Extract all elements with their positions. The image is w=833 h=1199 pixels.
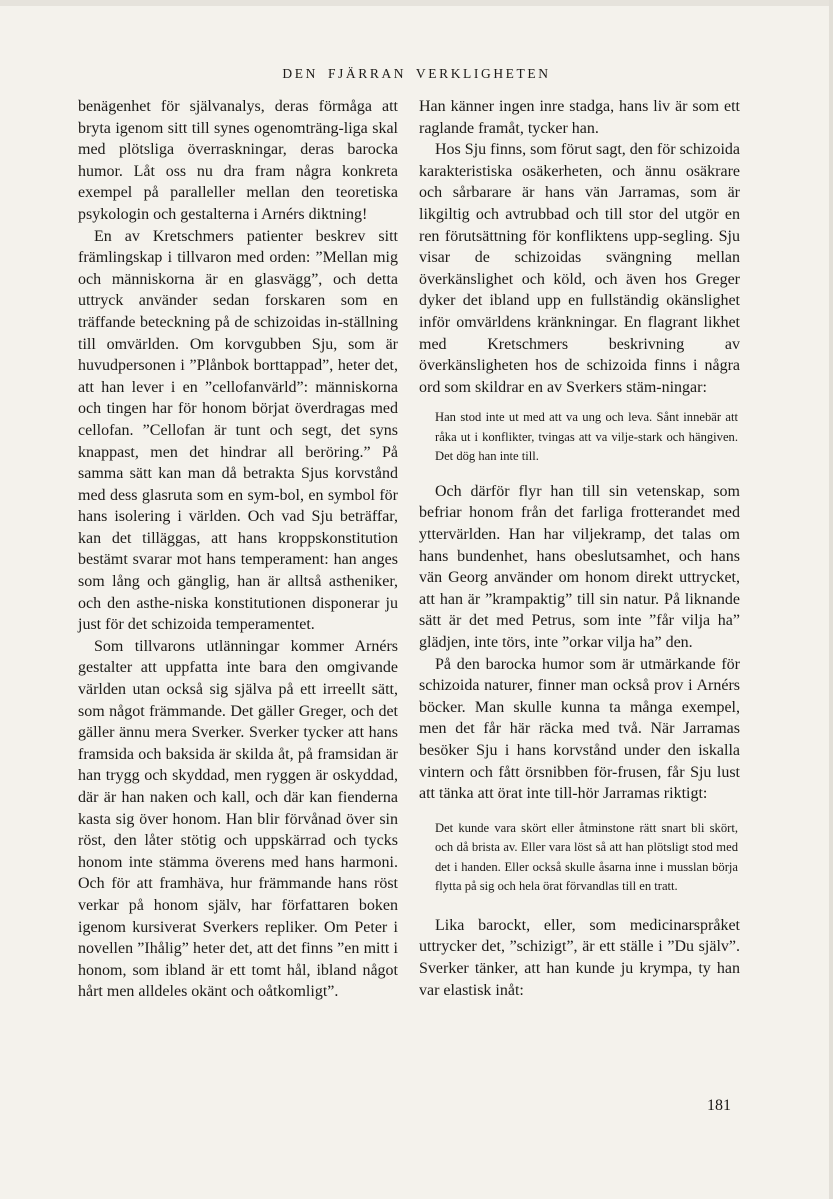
running-header: DEN FJÄRRAN VERKLIGHETEN — [282, 66, 551, 81]
block-quote: Han stod inte ut med att va ung och leva. Sånt innebär att råka ut i konflikter, tvingas att va vilje-stark och hängiven. Det dög han inte till. — [435, 410, 738, 464]
left-column — [78, 96, 398, 1003]
paragraph: Och därför flyr han till sin vetenskap, som befriar honom från det farliga frotterandet med yttervärlden. Han har viljekramp, det talas om hans bundenhet, hans obeslutsamhet, och hans vän Georg använder om honom direkt uttrycket, att han är ”krampaktig” till sin natur. På liknande sätt är det med Petrus, som inte ”får vilja ha” glädjen, inte törs, inte ”orkar vilja ha” den. — [419, 482, 740, 651]
paragraph: Han känner ingen inre stadga, hans liv är som ett raglande framåt, tycker han. — [419, 98, 740, 137]
block-quote: Det kunde vara skört eller åtminstone rätt snart bli skört, och då brista av. Eller vara löst så att han plötsligt stod med det i handen. Eller också skulle åsarna inne i musslan börja flytta på sig och hela örat förvandlas till en tratt. — [435, 820, 738, 894]
page-edge-right — [829, 0, 833, 1199]
paragraph: Hos Sju finns, som förut sagt, den för schizoida karakteristiska osäkerheten, och ännu osäkrare och sårbarare är hans vän Jarramas, som är likgiltig och avtrubbad och till stor del utgör en ren förutsättning för konfliktens upp-segling. Sju visar de schizoidas svängning mellan överkänslighet och köld, och även hos Greger dyker det ibland upp en fullständig okänslighet inför omvärldens kränkningar. En flagrant likhet med Kretschmers beskrivning av överkänsligheten hos de schizoida finns i några ord som skildrar en av Sverkers stäm-ningar: — [419, 141, 740, 396]
paragraph: Som tillvarons utlänningar kommer Arnérs gestalter att uppfatta inte bara den omgivande världen utan också sig själva på ett irreellt sätt, som något främmande. Det gäller Greger, och det gäller ännu mera Sverker. Sverker tycker att hans framsida och baksida är skilda åt, på framsidan är han trygg och skyddad, men ryggen är oskyddad, där är han naken och kall, och där kan fienderna kasta sig över honom. Han blir förvånad över sin röst, den låter stötig och uppskärrad och tycks honom inte stämma överens med hans harmoni. Och för att framhäva, hur främmande hans röst verkar på honom själv, har författaren boken igenom kursiverat Sverkers repliker. Om Peter i novellen ”Ihålig” heter det, att det finns ”en mitt i honom, som ibland är ett tomt hål, ibland något hårt men alldeles okänt och oåtkomligt”. — [78, 637, 398, 1001]
paragraph: En av Kretschmers patienter beskrev sitt främlingskap i tillvaron med orden: ”Mellan mig och människorna är en glasvägg”, och detta uttryck använder sedan forskaren som en träffande beteckning på de schizoidas in-ställning till omvärlden. Om korvgubben Sju, som är huvudpersonen i ”Plånbok borttappad”, heter det, att han lever i en ”cellofanvärld”: människorna och tingen har för honom börjat överdragas med cellofan. ”Cellofan är tunt och segt, det syns knappast, men det hindrar all beröring.” På samma sätt kan man då betrakta Sjus korvstånd med dess glasruta som en sym-bol, en symbol för hans isolering i världen. Och vad Sju beträffar, kan det tilläggas, att hans kroppskonstitution bestämt svarar mot hans temperament: han anges som lång och gänglig, han är alltså astheniker, och den asthe-niska konstitutionen disponerar ju just för det schizoida temperamentet. — [78, 227, 398, 634]
paragraph: benägenhet för självanalys, deras förmåga att bryta igenom sitt till synes ogenomträng-liga skal med plötsliga överraskningar, deras barocka humor. Låt oss nu dra fram några konkreta exempel på paralleller mellan den teoretiska psykologin och gestalterna i Arnérs diktning! — [78, 98, 398, 223]
paragraph: Lika barockt, eller, som medicinarspråket uttrycker det, ”schizigt”, är ett ställe i ”Du själv”. Sverker tänker, att han kunde ju krympa, ty han var elastisk inåt: — [419, 916, 740, 999]
page-number: 181 — [707, 1097, 731, 1114]
paragraph: På den barocka humor som är utmärkande för schizoida naturer, finner man också prov i Arnérs böcker. Man skulle kunna ta många exempel, men det får här räcka med två. När Jarramas besöker Sju i hans korvstånd under den iskalla vintern och fått örsnibben för-frusen, får Sju lust att tänka att örat inte till-hör Jarramas riktigt: — [419, 655, 740, 803]
right-column — [419, 96, 740, 1001]
page-edge — [0, 0, 833, 6]
